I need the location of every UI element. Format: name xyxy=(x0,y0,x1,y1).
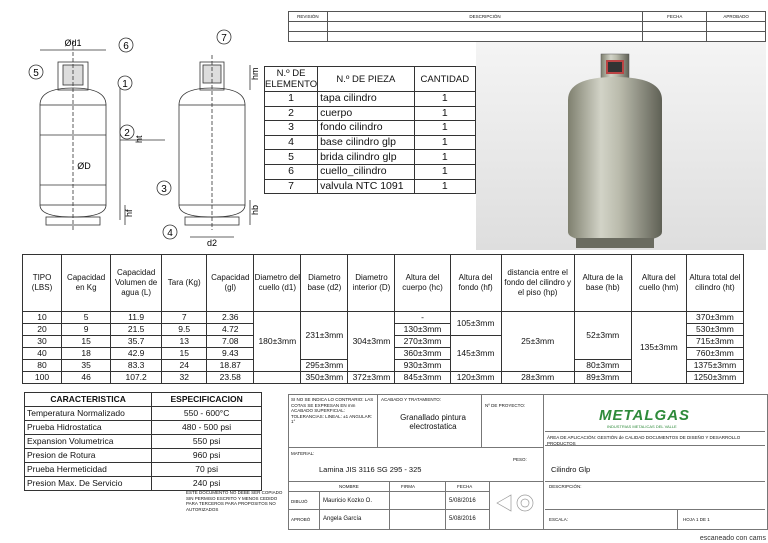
spec-header: Altura del fondo (hf) xyxy=(450,255,501,312)
date-header: FECHA xyxy=(643,12,707,22)
company-subtitle: INDUSTRIAS METALICAS DEL VALLE xyxy=(607,424,677,429)
sign-header: FIRMA xyxy=(401,484,415,489)
cylinder-3d-render xyxy=(476,42,766,250)
spec-header: Altura del cuerpo (hc) xyxy=(395,255,450,312)
company-logo: METALGAS xyxy=(599,407,691,424)
svg-text:7: 7 xyxy=(221,33,227,44)
dim-hb: hb xyxy=(250,204,260,215)
approved-name: Angela García xyxy=(323,516,362,522)
dim-d1: Ød1 xyxy=(64,38,82,48)
svg-text:6: 6 xyxy=(123,41,129,52)
spec-table xyxy=(22,254,744,384)
spec-header: Diametro interior (D) xyxy=(348,255,395,312)
material-value: Lamina JIS 3116 SG 295 - 325 xyxy=(319,465,422,474)
balloon-5 xyxy=(29,65,43,79)
drawn-label: DIBUJÓ xyxy=(291,499,308,504)
spec-header: Diametro base (d2) xyxy=(301,255,348,312)
scale-label: ESCALA: xyxy=(549,517,569,522)
spec-header: Altura del cuello (hm) xyxy=(631,255,686,312)
svg-text:1: 1 xyxy=(122,79,128,90)
date-header: FECHA xyxy=(457,484,473,489)
dim-hf: hf xyxy=(124,209,134,217)
tolerance-note: SI NO SE INDICA LO CONTRARIO: LAS COTAS SE EXPRESAN EN mm ACABADO SUPERFICIAL: TOLERANCIAS: LINEAL: ±1 ANGULAR: 1° xyxy=(291,397,374,424)
dim-ht: ht xyxy=(134,135,144,143)
parts-row: 2 cuerpo 1 xyxy=(265,106,476,121)
spec-row: 20 9 21.5 9.5 4.72 130±3mm 530±3mm xyxy=(23,324,744,336)
sheet-label: HOJA 1 DE 1 xyxy=(683,517,710,522)
parts-row: 6 cuello_cilindro 1 xyxy=(265,164,476,179)
dim-d2: d2 xyxy=(206,238,218,248)
parts-row: 3 fondo cilindro 1 xyxy=(265,121,476,136)
svg-text:5: 5 xyxy=(33,68,39,79)
parts-header-qty: CANTIDAD xyxy=(414,67,475,92)
spec-row: 40 18 42.9 15 9.43 360±3mm 760±3mm xyxy=(23,348,744,360)
copyright-note: ESTE DOCUMENTO NO DEBE SER COPIADO SIN PERMISO ESCRITO Y MENOS CEDIDO PARA TERCEROS PARA PROPOSITOS NO AUTORIZADOS xyxy=(186,490,283,512)
svg-text:2: 2 xyxy=(124,128,130,139)
spec-row: 100 46 107.2 32 23.58 350±3mm 372±3mm 845±3mm 120±3mm 28±3mm 89±3mm 1250±3mm xyxy=(23,372,744,384)
drawn-name: Mauricio Kozko O. xyxy=(323,498,373,504)
title-block xyxy=(288,394,768,530)
parts-header-name: N.º DE PIEZA xyxy=(318,67,415,92)
spec-header: Diametro del cuello (d1) xyxy=(254,255,301,312)
finish-value: Granallado pintura electrostatica xyxy=(400,413,466,431)
description-header: DESCRIPCIÓN: xyxy=(549,484,582,489)
spec-header: Capacidad en Kg xyxy=(62,255,111,312)
spec-header: Capacidad Volumen de agua (L) xyxy=(111,255,162,312)
drawing-title: Cilindro Glp xyxy=(551,465,591,474)
approved-date: 5/08/2016 xyxy=(449,516,476,522)
drawn-date: 5/08/2016 xyxy=(449,498,476,504)
properties-table xyxy=(24,392,262,491)
weight-label: PESO: xyxy=(513,457,527,462)
cylinder-front-view xyxy=(40,40,165,230)
finish-label: ACABADO Y TRATAMIENTO: xyxy=(381,397,442,402)
props-row: Prueba Hidrostatica 480 - 500 psi xyxy=(25,421,262,435)
balloon-6 xyxy=(119,38,133,52)
spec-header: Tara (Kg) xyxy=(162,255,207,312)
parts-row: 7 valvula NTC 1091 1 xyxy=(265,179,476,194)
area-note: ÁREA DE APLICACIÓN: GESTIÓN de CALIDAD DOCUMENTOS DE DISEÑO Y DESARROLLO PRODUCTOS xyxy=(547,435,741,446)
balloon-1 xyxy=(118,76,132,90)
props-header-char: CARACTERISTICA xyxy=(25,393,152,407)
svg-text:3: 3 xyxy=(161,184,167,195)
spec-row: 80 35 83.3 24 18.87 295±3mm 930±3mm 80±3mm 1375±3mm xyxy=(23,360,744,372)
dim-hm: hm xyxy=(250,67,260,80)
spec-header: distancia entre el fondo del cilindro y el piso (hp) xyxy=(501,255,574,312)
svg-text:4: 4 xyxy=(167,228,173,239)
balloon-2 xyxy=(120,125,134,139)
spec-header: Capacidad (gl) xyxy=(207,255,254,312)
spec-header: Altura de la base (hb) xyxy=(574,255,631,312)
spec-row: 30 15 35.7 13 7.08 270±3mm 145±3mm 715±3mm xyxy=(23,336,744,348)
props-row: Temperatura Normalizado 550 - 600°C xyxy=(25,407,262,421)
desc-header: DESCRIPCIÓN xyxy=(327,12,643,22)
balloon-7 xyxy=(217,30,231,44)
props-header-spec: ESPECIFICACION xyxy=(152,393,262,407)
cylinder-side-view xyxy=(179,55,250,237)
balloon-3 xyxy=(157,181,171,195)
approved-header: APROBADO xyxy=(707,12,766,22)
parts-table xyxy=(264,66,476,194)
technical-drawing xyxy=(0,25,262,250)
props-row: Prueba Hermeticidad 70 psi xyxy=(25,463,262,477)
rev-header: REVISIÓN xyxy=(289,12,328,22)
parts-row: 4 base cilindro glp 1 xyxy=(265,135,476,150)
revision-table xyxy=(288,11,766,42)
project-label: Nº DE PROYECTO: xyxy=(485,403,526,408)
parts-row: 1 tapa cilindro 1 xyxy=(265,92,476,107)
props-row: Presion de Rotura 960 psi xyxy=(25,449,262,463)
approved-label: APROBÓ xyxy=(291,517,311,522)
spec-header: Altura total del cilindro (ht) xyxy=(686,255,743,312)
spec-header: TIPO (LBS) xyxy=(23,255,62,312)
parts-row: 5 brida cilindro glp 1 xyxy=(265,150,476,165)
dim-D: ØD xyxy=(77,161,91,171)
spec-row: 10 5 11.9 7 2.36 180±3mm 231±3mm 304±3mm - 105±3mm 25±3mm 52±3mm 135±3mm 370±3mm xyxy=(23,312,744,324)
scanner-watermark: escaneado con cams xyxy=(699,535,766,542)
material-label: MATERIAL: xyxy=(291,451,315,456)
balloon-4 xyxy=(163,225,177,239)
parts-header-num: N.º DE ELEMENTO xyxy=(265,68,318,90)
props-row: Presion Max. De Servicio 240 psi xyxy=(25,477,262,491)
name-header: NOMBRE xyxy=(339,484,359,489)
props-row: Expansion Volumetrica 550 psi xyxy=(25,435,262,449)
projection-symbol xyxy=(495,491,539,515)
